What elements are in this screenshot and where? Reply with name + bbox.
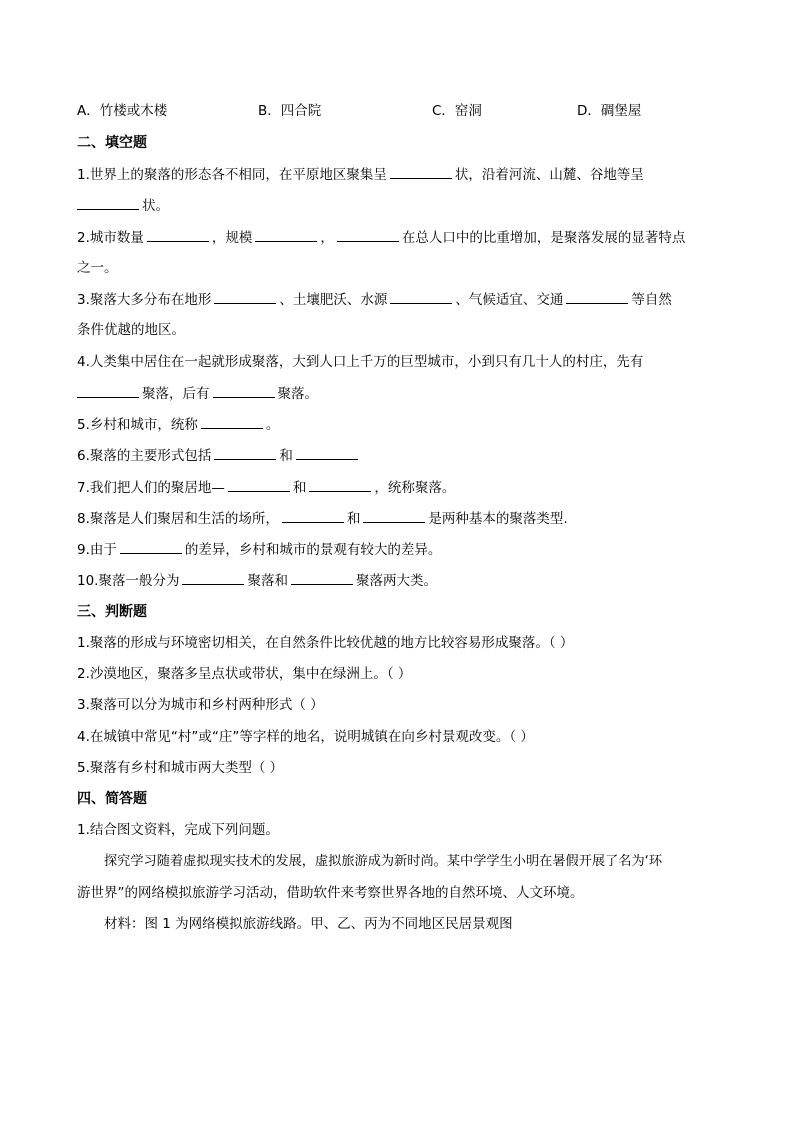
material-caption: 材料：图 1 为网络模拟旅游线路。甲、乙、丙为不同地区民居景观图 <box>104 916 513 932</box>
short-answer-question-1: 1.结合图文资料，完成下列问题。 <box>77 822 279 838</box>
judge-question-4: 4.在城镇中常见“村”或“庄”等字样的地名，说明城镇在向乡村景观改变。（ ） <box>77 729 534 745</box>
question-text: 2.城市数量 <box>77 230 144 246</box>
question-text: ，统称聚落。 <box>374 480 456 496</box>
answer-blank[interactable] <box>214 446 276 460</box>
answer-blank[interactable] <box>363 509 425 523</box>
question-text: 聚落，后有 <box>142 386 210 402</box>
fill-question-10 <box>77 571 437 590</box>
question-text: 。 <box>265 417 280 433</box>
option-c: C．窑洞 <box>432 103 482 119</box>
fill-question-2 <box>77 228 685 247</box>
question-text: 10.聚落一般分为 <box>77 573 180 589</box>
question-text: 和 <box>279 448 293 464</box>
question-text: 聚落。 <box>277 386 318 402</box>
answer-blank[interactable] <box>77 384 139 398</box>
question-text: 聚落和 <box>247 573 288 589</box>
answer-blank[interactable] <box>296 446 358 460</box>
answer-blank[interactable] <box>309 478 371 492</box>
judge-question-3: 3.聚落可以分为城市和乡村两种形式（ ） <box>77 697 324 713</box>
question-text: 聚落两大类。 <box>355 573 437 589</box>
material-paragraph: 探究学习随着虚拟现实技术的发展，虚拟旅游成为新时尚。某中学学生小明在暑假开展了名为‘环 <box>104 854 663 869</box>
question-text: 1.世界上的聚落的形态各不相同，在平原地区聚集呈 <box>77 167 387 183</box>
section-heading-short-answer: 四、简答题 <box>77 791 147 807</box>
question-text: ，规模 <box>211 230 253 246</box>
section-heading-true-false: 三、判断题 <box>77 604 147 620</box>
section-heading-fill-blank: 二、填空题 <box>77 135 147 151</box>
answer-blank[interactable] <box>228 478 290 492</box>
question-text: 和 <box>292 480 307 496</box>
answer-blank[interactable] <box>201 415 263 429</box>
fill-question-5 <box>77 415 279 434</box>
question-text: 的差异，乡村和城市的景观有较大的差异。 <box>184 542 442 558</box>
question-text: ， <box>320 230 334 246</box>
judge-question-5: 5.聚落有乡村和城市两大类型（ ） <box>77 760 284 776</box>
judge-question-1: 1.聚落的形成与环境密切相关，在自然条件比较优越的地方比较容易形成聚落。（ ） <box>77 635 574 651</box>
question-text: 等自然 <box>631 292 672 308</box>
fill-question-3 <box>77 290 672 309</box>
question-text: 9.由于 <box>77 542 117 558</box>
answer-blank[interactable] <box>147 228 209 242</box>
answer-blank[interactable] <box>255 228 317 242</box>
question-text: 6.聚落的主要形式包括 <box>77 448 212 464</box>
question-text: 在总人口中的比重增加，是聚落发展的显著特点 <box>401 230 686 246</box>
fill-question-6 <box>77 446 361 465</box>
option-a: A．竹楼或木楼 <box>77 103 168 119</box>
answer-blank[interactable] <box>182 571 244 585</box>
fill-question-7 <box>77 478 455 497</box>
question-text: 状。 <box>142 198 169 214</box>
answer-blank[interactable] <box>291 571 353 585</box>
answer-blank[interactable] <box>337 228 399 242</box>
material-paragraph-cont: 游世界”的网络模拟旅游学习活动，借助软件来考察世界各地的自然环境、人文环境。 <box>77 885 584 901</box>
question-text: 状，沿着河流、山麓、谷地等呈 <box>454 167 644 183</box>
option-b: B．四合院 <box>258 103 322 119</box>
fill-question-2-cont: 之一。 <box>77 260 118 276</box>
answer-blank[interactable] <box>77 196 139 210</box>
question-text: 、气候适宜、交通 <box>455 292 564 308</box>
fill-question-1-cont <box>77 196 169 215</box>
fill-question-1 <box>77 165 644 184</box>
option-d: D．碉堡屋 <box>577 103 642 119</box>
answer-blank[interactable] <box>213 384 275 398</box>
question-text: 是两种基本的聚落类型. <box>428 511 568 527</box>
answer-blank[interactable] <box>390 290 452 304</box>
judge-question-2: 2.沙漠地区，聚落多呈点状或带状，集中在绿洲上。（ ） <box>77 666 412 682</box>
fill-question-3-cont: 条件优越的地区。 <box>77 322 185 338</box>
question-text: 8.聚落是人们聚居和生活的场所， <box>77 511 279 527</box>
fill-question-8 <box>77 509 568 528</box>
answer-blank[interactable] <box>566 290 628 304</box>
answer-blank[interactable] <box>120 540 182 554</box>
question-text: 3.聚落大多分布在地形 <box>77 292 212 308</box>
question-text: 和 <box>346 511 361 527</box>
question-text: 7.我们把人们的聚居地— <box>77 480 225 496</box>
question-text: 、土壤肥沃、水源 <box>279 292 388 308</box>
question-text: 5.乡村和城市，统称 <box>77 417 198 433</box>
fill-question-4: 4.人类集中居住在一起就形成聚落，大到人口上千万的巨型城市，小到只有几十人的村庄，先有 <box>77 354 644 370</box>
fill-question-4-cont <box>77 384 318 403</box>
fill-question-9 <box>77 540 441 559</box>
answer-blank[interactable] <box>214 290 276 304</box>
answer-blank[interactable] <box>390 165 452 179</box>
answer-blank[interactable] <box>282 509 344 523</box>
